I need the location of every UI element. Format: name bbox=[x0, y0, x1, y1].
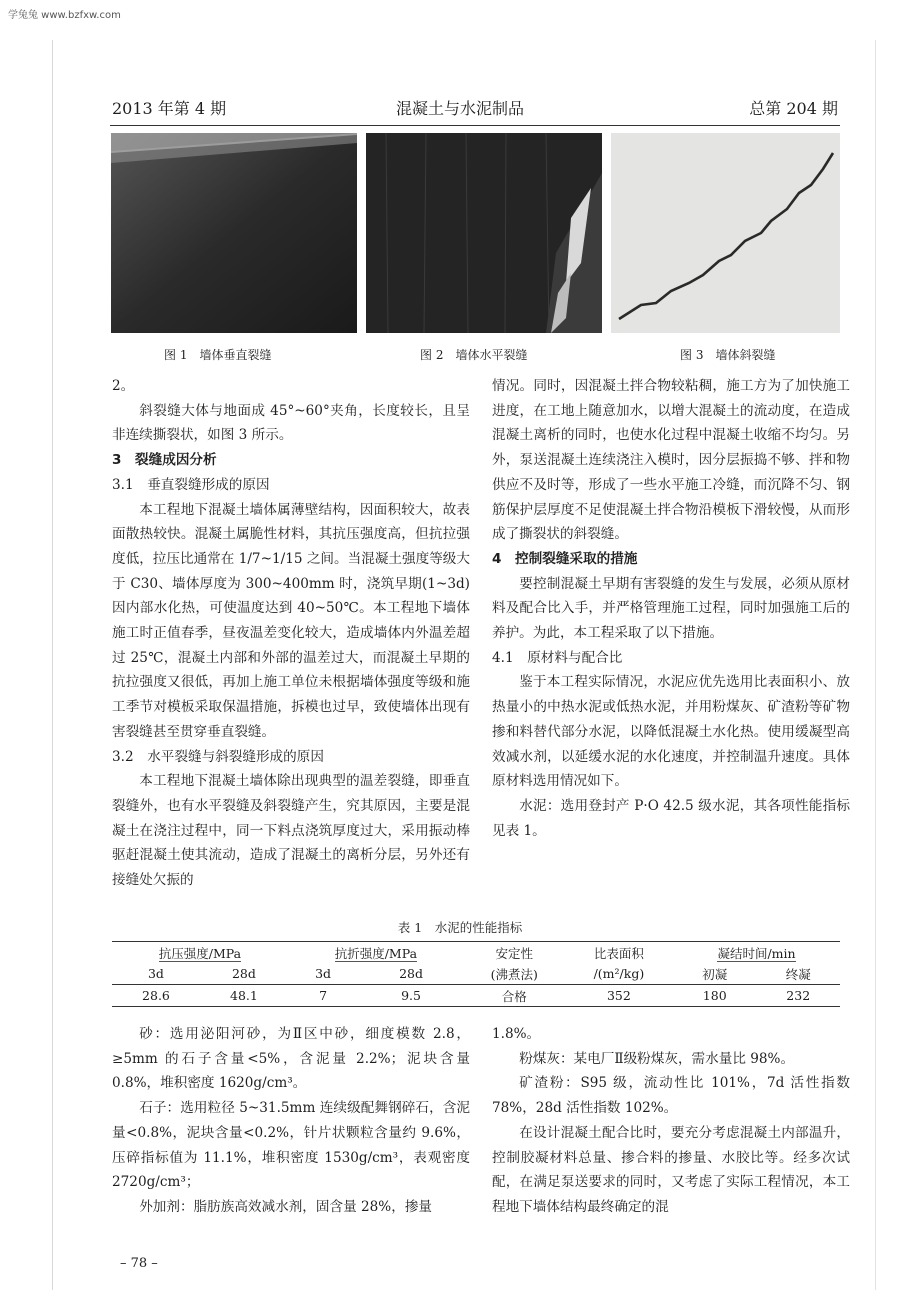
figure-2-photo bbox=[366, 133, 602, 333]
paragraph: 水泥：选用登封产 P·O 42.5 级水泥，其各项性能指标见表 1。 bbox=[492, 797, 850, 839]
table-header-soundness: 安定性 bbox=[464, 942, 565, 964]
table-header-surface-area: 比表面积 bbox=[565, 942, 673, 964]
table-subheader: 3d bbox=[315, 966, 332, 981]
subsection-heading: 4.1 原材料与配合比 bbox=[492, 649, 623, 666]
figure-3-caption: 图 3 墙体斜裂缝 bbox=[680, 348, 776, 362]
header-total-issue: 总第 204 期 bbox=[749, 99, 838, 118]
watermark: 学兔兔 www.bzfxw.com bbox=[8, 10, 121, 21]
header-rule bbox=[110, 125, 840, 126]
table-header-flexural: 抗折强度/MPa bbox=[288, 942, 464, 964]
left-column bbox=[112, 374, 470, 893]
page-number: – 78 – bbox=[120, 1256, 158, 1271]
paragraph: 本工程地下混凝土墙体除出现典型的温差裂缝，即垂直裂缝外，也有水平裂缝及斜裂缝产生，究其原因，主要是混凝土在浇注过程中，同一下料点浇筑厚度过大，采用振动棒驱赶混凝土使其流动，造成了混凝土的离析分层，另外还有接缝处欠振的 bbox=[112, 773, 470, 889]
table-cell: 7 bbox=[288, 985, 358, 1007]
figure-3-photo bbox=[611, 133, 840, 333]
subsection-heading: 3.2 水平裂缝与斜裂缝形成的原因 bbox=[112, 748, 324, 765]
table-cell: 232 bbox=[756, 985, 840, 1007]
table-subheader: 初凝 bbox=[702, 966, 728, 982]
paragraph: 石子：选用粒径 5~31.5mm 连续级配舞钢碎石，含泥量<0.8%，泥块含量<0.2%，针片状颗粒含量约 9.6%，压碎指标值为 11.1%，堆积密度 1530g/cm³，表观密度 2720g/cm³； bbox=[112, 1100, 470, 1191]
table-cell: 9.5 bbox=[358, 985, 464, 1007]
paragraph: 砂：选用泌阳河砂，为Ⅱ区中砂，细度模数 2.8，≥5mm 的石子含量<5%，含泥量 2.2%；泥块含量 0.8%，堆积密度 1620g/cm³。 bbox=[112, 1026, 470, 1092]
paragraph: 情况。同时，因混凝土拌合物较粘稠，施工方为了加快施工进度，在工地上随意加水，以增大混凝土的流动度，在造成混凝土离析的同时，也使水化过程中混凝土收缩不均匀。另外，泵送混凝土连续浇注入模时，因分层振捣不够、拌和物供应不及时等，形成了一些水平施工冷缝，而沉降不匀、钢筋保护层厚度不足使混凝土拌合物沿模板下滑较慢，从而形成了撕裂状的斜裂缝。 bbox=[492, 378, 850, 543]
right-column bbox=[492, 374, 850, 843]
paragraph: 1.8%。 bbox=[492, 1026, 541, 1042]
table-header-setting-time: 凝结时间/min bbox=[673, 942, 840, 964]
paragraph: 在设计混凝土配合比时，要充分考虑混凝土内部温升，控制胶凝材料总量、掺合料的掺量、水胶比等。经多次试配，在满足泵送要求的同时，又考虑了实际工程情况，本工程地下墙体结构最终确定的混 bbox=[492, 1124, 850, 1215]
figure-2-caption: 图 2 墙体水平裂缝 bbox=[420, 348, 528, 362]
paragraph: 斜裂缝大体与地面成 45°~60°夹角，长度较长，且呈非连续撕裂状，如图 3 所示。 bbox=[112, 402, 470, 444]
header-issue: 2013 年第 4 期 bbox=[112, 99, 227, 118]
figure-1-caption: 图 1 墙体垂直裂缝 bbox=[164, 348, 272, 362]
table-subheader: /(m²/kg) bbox=[593, 966, 645, 981]
table-subheader: 3d bbox=[147, 966, 164, 981]
left-column-lower bbox=[112, 1022, 470, 1220]
table-subheader: (沸煮法) bbox=[490, 966, 538, 982]
paragraph: 鉴于本工程实际情况，水泥应优先选用比表面积小、放热量小的中热水泥或低热水泥，并用粉煤灰、矿渣粉等矿物掺和料替代部分水泥，以降低混凝土水化热。使用缓凝型高效减水剂，以延缓水泥的水化速度，并控制温升速度。具体原材料选用情况如下。 bbox=[492, 674, 850, 790]
paragraph: 矿渣粉：S95 级，流动性比 101%，7d 活性指数 78%，28d 活性指数 102%。 bbox=[492, 1075, 850, 1117]
table-header-compressive: 抗压强度/MPa bbox=[112, 942, 288, 964]
section-heading: 4 控制裂缝采取的措施 bbox=[492, 550, 638, 567]
table-cell: 48.1 bbox=[200, 985, 288, 1007]
paragraph: 粉煤灰：某电厂Ⅱ级粉煤灰，需水量比 98%。 bbox=[519, 1050, 795, 1067]
subsection-heading: 3.1 垂直裂缝形成的原因 bbox=[112, 476, 270, 493]
paragraph: 本工程地下混凝土墙体属薄壁结构，因面积较大，故表面散热较快。混凝土属脆性材料，其抗压强度高，但抗拉强度低，拉压比通常在 1/7~1/15 之间。当混凝土强度等级大于 C30、墙体厚度为 300~400mm 时，浇筑早期(1~3d)因内部水化热，可使温度达到 40~50℃。本工程地下墙体施工时正值春季，昼夜温差变化较大，造成墙体内外温差超过 25℃，混凝土内部和外部的温差过大，而混凝土早期的抗拉强度又很低，再加上施工单位未根据墙体强度等级和施工季节对模板采取保温措施，拆模也过早，致使墙体出现有害裂缝甚至贯穿垂直裂缝。 bbox=[112, 501, 470, 740]
paragraph: 要控制混凝土早期有害裂缝的发生与发展，必须从原材料及配合比入手，并严格管理施工过程，同时加强施工后的养护。为此，本工程采取了以下措施。 bbox=[492, 575, 850, 642]
right-column-lower bbox=[492, 1022, 850, 1220]
table-1-caption: 表 1 水泥的性能指标 bbox=[397, 920, 523, 935]
table-cell: 180 bbox=[673, 985, 756, 1007]
table-subheader: 终凝 bbox=[785, 966, 811, 982]
table-1 bbox=[112, 941, 840, 1007]
table-cell: 352 bbox=[565, 985, 673, 1007]
header-journal-title: 混凝土与水泥制品 bbox=[395, 99, 524, 118]
paragraph: 外加剂：脂肪族高效减水剂，固含量 28%，掺量 bbox=[139, 1198, 433, 1215]
table-subheader: 28d bbox=[231, 966, 256, 981]
table-cell: 合格 bbox=[464, 985, 565, 1007]
section-heading: 3 裂缝成因分析 bbox=[112, 452, 217, 469]
table-subheader: 28d bbox=[399, 966, 424, 981]
figure-1-photo bbox=[111, 133, 357, 333]
table-cell: 28.6 bbox=[112, 985, 200, 1007]
paragraph: 2。 bbox=[112, 378, 135, 394]
